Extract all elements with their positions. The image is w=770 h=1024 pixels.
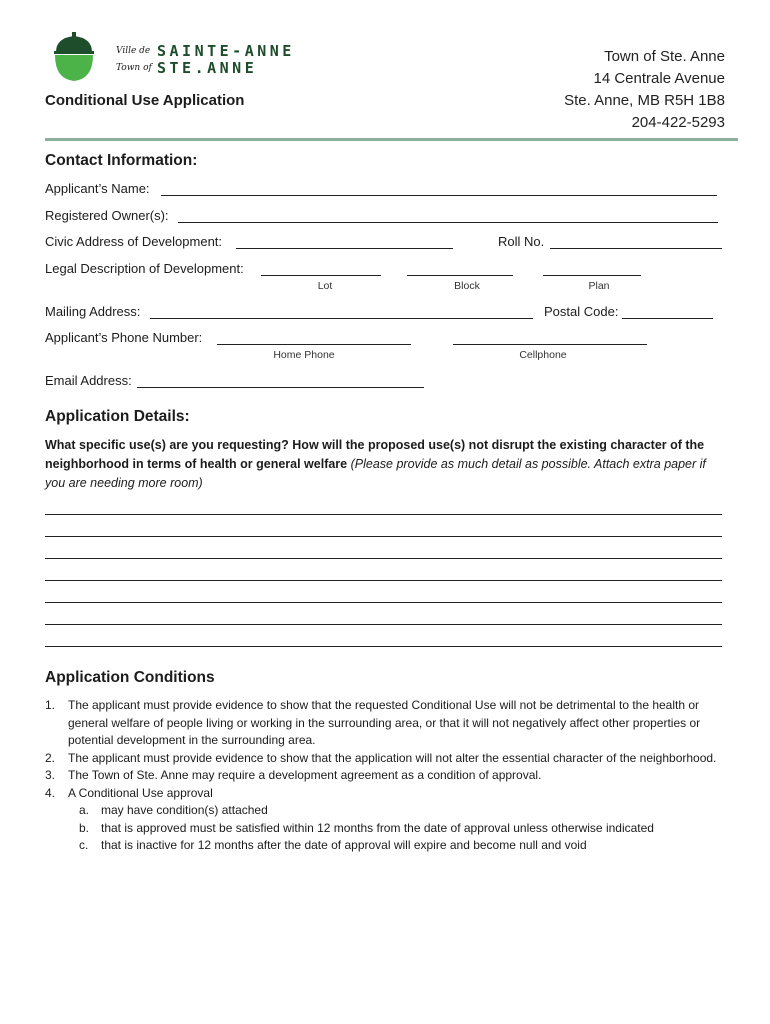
plan-caption: Plan — [588, 280, 610, 292]
email-label: Email Address: — [45, 373, 132, 388]
ville-de-text: Ville de — [116, 46, 151, 56]
sub-item-letter: c. — [79, 838, 89, 852]
lot-field[interactable] — [261, 275, 381, 276]
brand-name-en: STE.ANNE — [157, 59, 258, 77]
answer-line[interactable] — [45, 624, 722, 625]
condition-item — [45, 697, 735, 750]
answer-line[interactable] — [45, 536, 722, 537]
town-logo-icon — [52, 32, 96, 82]
conditions-heading-text: Application Conditions — [45, 669, 215, 686]
home-phone-field[interactable] — [217, 344, 411, 345]
block-caption: Block — [454, 280, 480, 292]
header-divider — [45, 138, 738, 141]
condition-text: The Town of Ste. Anne may require a development agreement as a condition of approval. — [68, 768, 542, 782]
plan-field[interactable] — [543, 275, 641, 276]
answer-line[interactable] — [45, 646, 722, 647]
answer-line[interactable] — [45, 558, 722, 559]
condition-sub-item — [45, 837, 735, 855]
condition-number: 2. — [45, 750, 56, 765]
condition-text: The applicant must provide evidence to show that the requested Conditional Use will not be detrimental to the health or general welfare of people living or working in the surrounding area, or that it will not negatively affect other properties or potential development in the surrounding area. — [68, 698, 701, 747]
condition-sub-item — [45, 820, 735, 838]
details-heading: Application Details: — [45, 408, 190, 425]
condition-sub-item — [45, 802, 735, 820]
contact-heading: Contact Information: — [45, 152, 198, 169]
sub-item-text: that is approved must be satisfied within 12 months from the date of approval unless otherwise indicated — [101, 820, 654, 835]
cellphone-caption: Cellphone — [519, 349, 567, 361]
postal-code-label: Postal Code: — [544, 304, 619, 319]
roll-no-label: Roll No. — [498, 234, 545, 249]
civic-address-label: Civic Address of Development: — [45, 234, 223, 249]
email-field[interactable] — [137, 387, 424, 388]
town-address — [564, 46, 725, 134]
home-phone-caption: Home Phone — [273, 349, 335, 361]
mailing-address-label: Mailing Address: — [45, 304, 141, 319]
answer-line[interactable] — [45, 602, 722, 603]
phone-label: Applicant’s Phone Number: — [45, 330, 203, 345]
answer-line[interactable] — [45, 514, 722, 515]
sub-item-text: may have condition(s) attached — [101, 803, 268, 817]
question-text: What specific use(s) are you requesting? How will the proposed use(s) not disrupt the existing character of the neighborhood in terms of health or general welfare — [45, 438, 705, 471]
conditions-list — [45, 697, 735, 855]
civic-address-field[interactable] — [236, 248, 453, 249]
sub-item-text: that is inactive for 12 months after the date of approval will expire and become null and void — [101, 838, 587, 852]
roll-no-field[interactable] — [550, 248, 722, 249]
registered-owners-label: Registered Owner(s): — [45, 208, 169, 223]
condition-text: A Conditional Use approval — [68, 785, 213, 800]
question-note: (Please provide as much detail as possible. Attach extra paper if you are needing more room) — [45, 457, 706, 490]
block-field[interactable] — [407, 275, 513, 276]
sub-item-letter: b. — [79, 820, 90, 835]
lot-caption: Lot — [317, 280, 333, 292]
applicant-name-label: Applicant’s Name: — [45, 181, 150, 196]
mailing-address-field[interactable] — [150, 318, 533, 319]
answer-line[interactable] — [45, 580, 722, 581]
condition-item — [45, 767, 735, 785]
condition-text: The applicant must provide evidence to show that the application will not alter the essential character of the neighborhood. — [68, 750, 717, 765]
document-title: Conditional Use Application — [45, 92, 245, 109]
address-line: Town of Ste. Anne — [604, 48, 725, 65]
town-of-text: Town of — [116, 63, 152, 73]
cellphone-field[interactable] — [453, 344, 647, 345]
postal-code-field[interactable] — [622, 318, 713, 319]
condition-number: 3. — [45, 768, 56, 782]
condition-number: 4. — [45, 785, 56, 800]
sub-item-letter: a. — [79, 803, 90, 817]
legal-description-label: Legal Description of Development: — [45, 261, 244, 276]
details-question — [45, 436, 725, 493]
address-line: 204-422-5293 — [631, 114, 725, 131]
applicant-name-field[interactable] — [161, 195, 717, 196]
registered-owners-field[interactable] — [178, 222, 718, 223]
condition-item — [45, 750, 735, 768]
condition-item — [45, 785, 735, 803]
address-line: Ste. Anne, MB R5H 1B8 — [564, 92, 725, 109]
condition-number: 1. — [45, 698, 56, 712]
address-line: 14 Centrale Avenue — [593, 70, 725, 87]
brand-name-fr: SAINTE-ANNE — [157, 42, 295, 60]
conditions-heading — [45, 669, 215, 687]
